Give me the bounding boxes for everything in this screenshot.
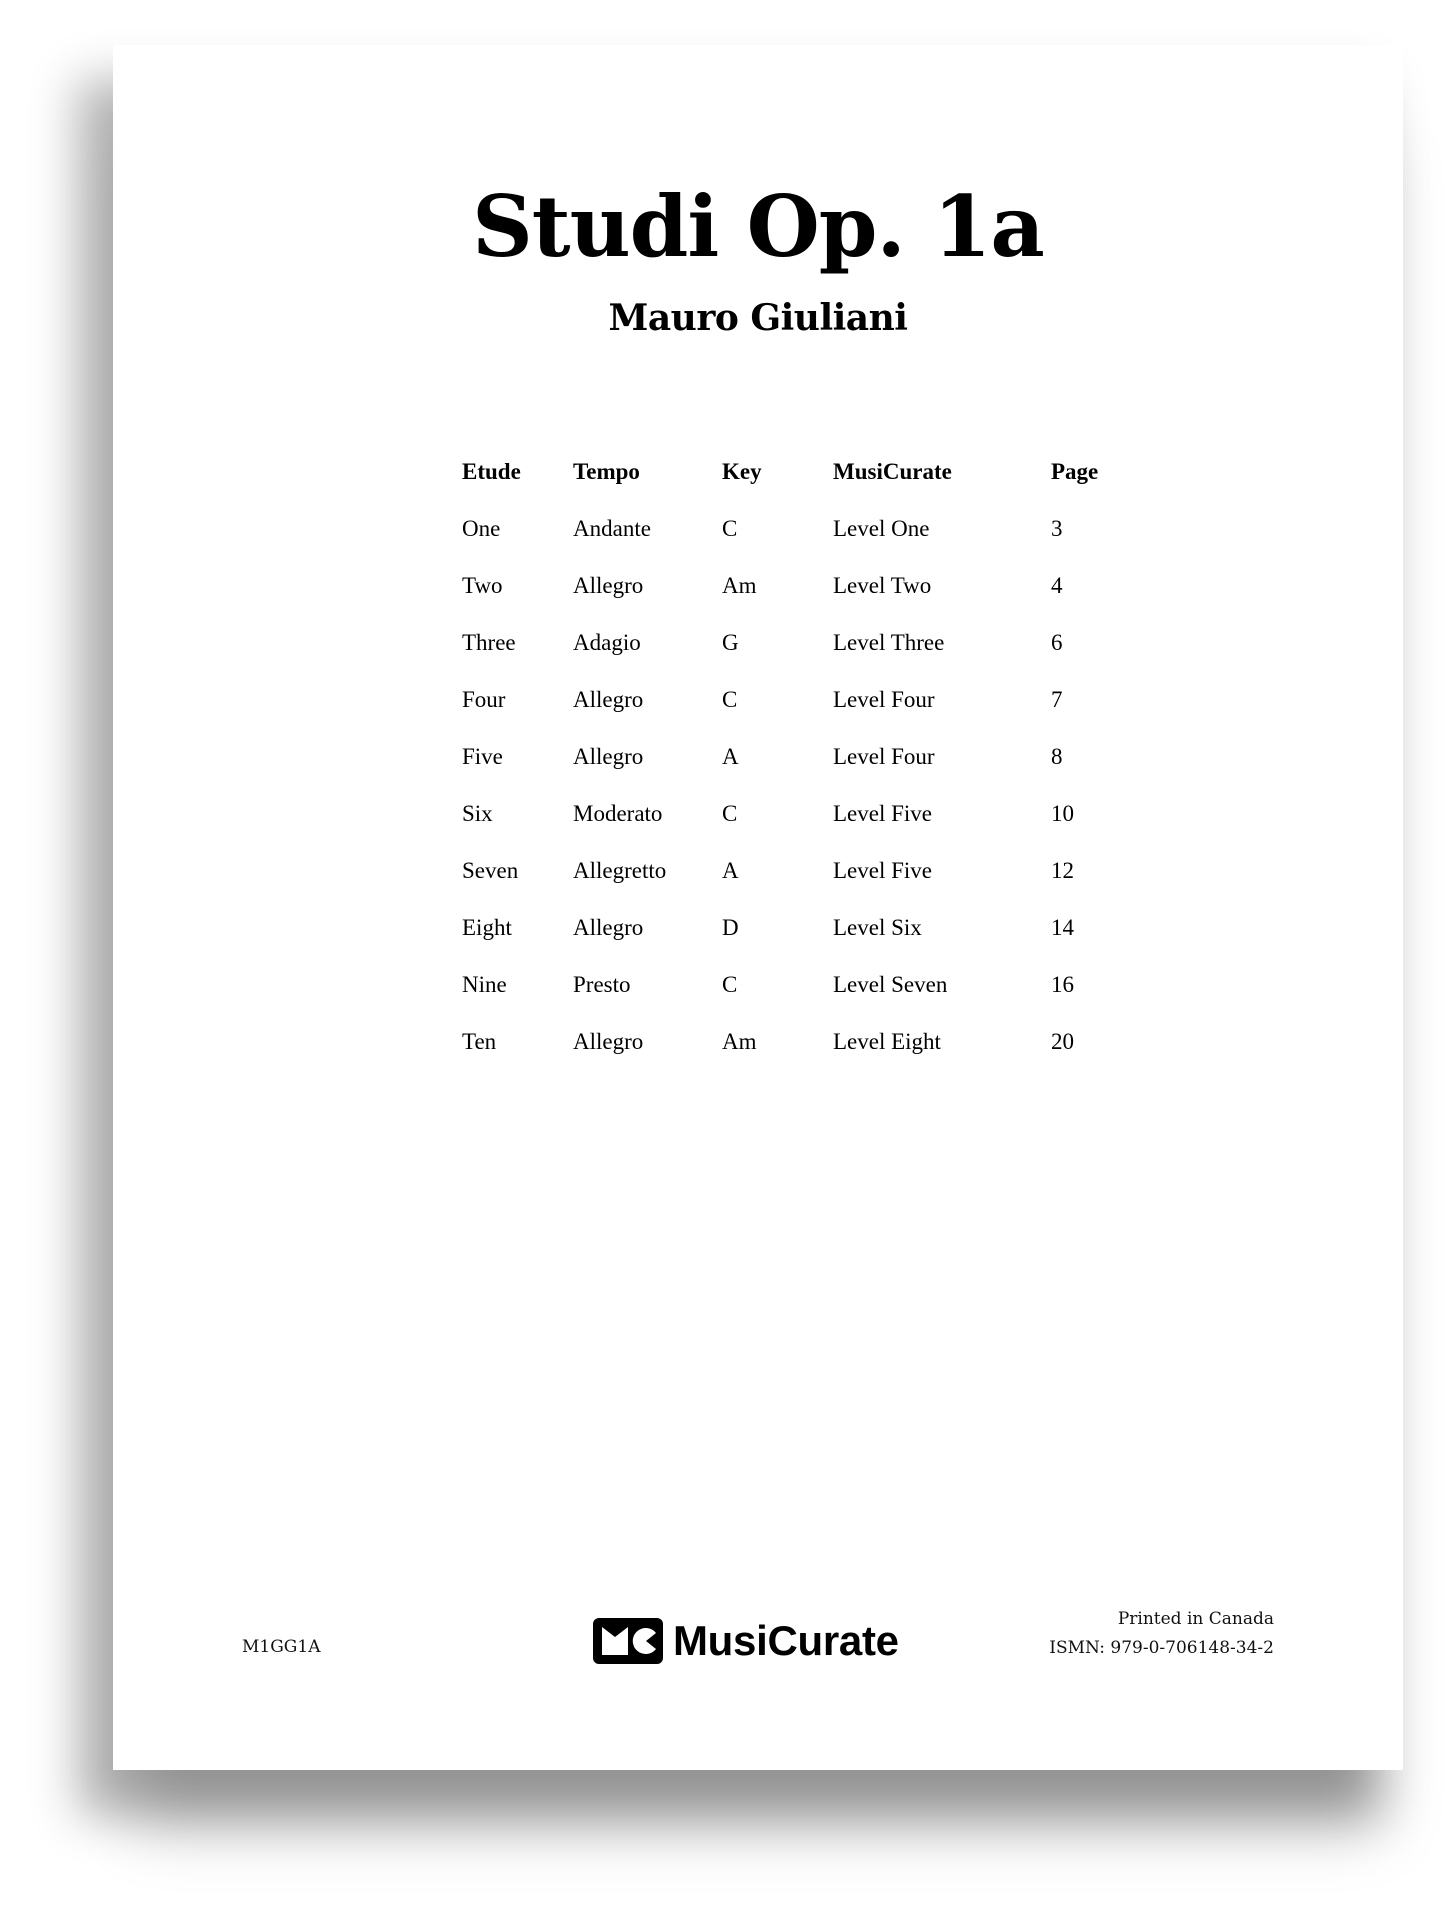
musicurate-mc-logo-icon xyxy=(593,1618,663,1664)
etude-number: Eight xyxy=(462,915,512,940)
page-number: 3 xyxy=(1051,516,1063,541)
etude-number: Six xyxy=(462,801,493,826)
key: Am xyxy=(722,1029,757,1054)
page-number: 14 xyxy=(1051,915,1074,940)
publisher-logo xyxy=(593,1618,899,1664)
header-tempo: Tempo xyxy=(573,459,640,484)
header-key: Key xyxy=(722,459,762,484)
ismn-number: ISMN: 979-0-706148-34-2 xyxy=(1049,1638,1274,1658)
page-number: 7 xyxy=(1051,687,1063,712)
level: Level Three xyxy=(833,630,945,655)
tempo: Allegro xyxy=(573,915,644,940)
printed-in: Printed in Canada xyxy=(1117,1609,1274,1629)
key: D xyxy=(722,915,739,940)
etude-number: Three xyxy=(462,630,516,655)
page-number: 6 xyxy=(1051,630,1063,655)
page-number: 16 xyxy=(1051,972,1074,997)
tempo: Allegro xyxy=(573,1029,644,1054)
etude-number: Seven xyxy=(462,858,519,883)
key: C xyxy=(722,516,738,541)
header-etude: Etude xyxy=(462,459,521,484)
tempo: Moderato xyxy=(573,801,663,826)
header-level: MusiCurate xyxy=(833,459,952,484)
page-number: 4 xyxy=(1051,573,1063,598)
key: A xyxy=(722,744,739,769)
level: Level One xyxy=(833,516,930,541)
page-number: 8 xyxy=(1051,744,1063,769)
print-info xyxy=(1049,1605,1274,1663)
page-number: 20 xyxy=(1051,1029,1074,1054)
header-page: Page xyxy=(1051,459,1099,484)
etude-number: One xyxy=(462,516,501,541)
level: Level Five xyxy=(833,858,932,883)
level: Level Two xyxy=(833,573,932,598)
tempo: Andante xyxy=(573,516,651,541)
score-cover-page xyxy=(113,45,1403,1770)
etude-number: Five xyxy=(462,744,503,769)
tempo: Allegro xyxy=(573,744,644,769)
document-title: Studi Op. 1a xyxy=(472,177,1044,276)
key: G xyxy=(722,630,739,655)
key: Am xyxy=(722,573,757,598)
tempo: Presto xyxy=(573,972,631,997)
publisher-name: MusiCurate xyxy=(673,1617,899,1664)
etude-number: Nine xyxy=(462,972,507,997)
level: Level Five xyxy=(833,801,932,826)
key: C xyxy=(722,687,738,712)
level: Level Four xyxy=(833,687,935,712)
page-number: 10 xyxy=(1051,801,1074,826)
etude-number: Four xyxy=(462,687,506,712)
tempo: Allegro xyxy=(573,573,644,598)
key: C xyxy=(722,972,738,997)
tempo: Allegro xyxy=(573,687,644,712)
page-number: 12 xyxy=(1051,858,1074,883)
level: Level Six xyxy=(833,915,922,940)
tempo: Allegretto xyxy=(573,858,667,883)
composer-name: Mauro Giuliani xyxy=(608,297,908,339)
level: Level Seven xyxy=(833,972,948,997)
etude-number: Ten xyxy=(462,1029,497,1054)
level: Level Four xyxy=(833,744,935,769)
key: A xyxy=(722,858,739,883)
catalog-code: M1GG1A xyxy=(242,1637,321,1657)
etude-number: Two xyxy=(462,573,503,598)
key: C xyxy=(722,801,738,826)
tempo: Adagio xyxy=(573,630,641,655)
level: Level Eight xyxy=(833,1029,941,1054)
